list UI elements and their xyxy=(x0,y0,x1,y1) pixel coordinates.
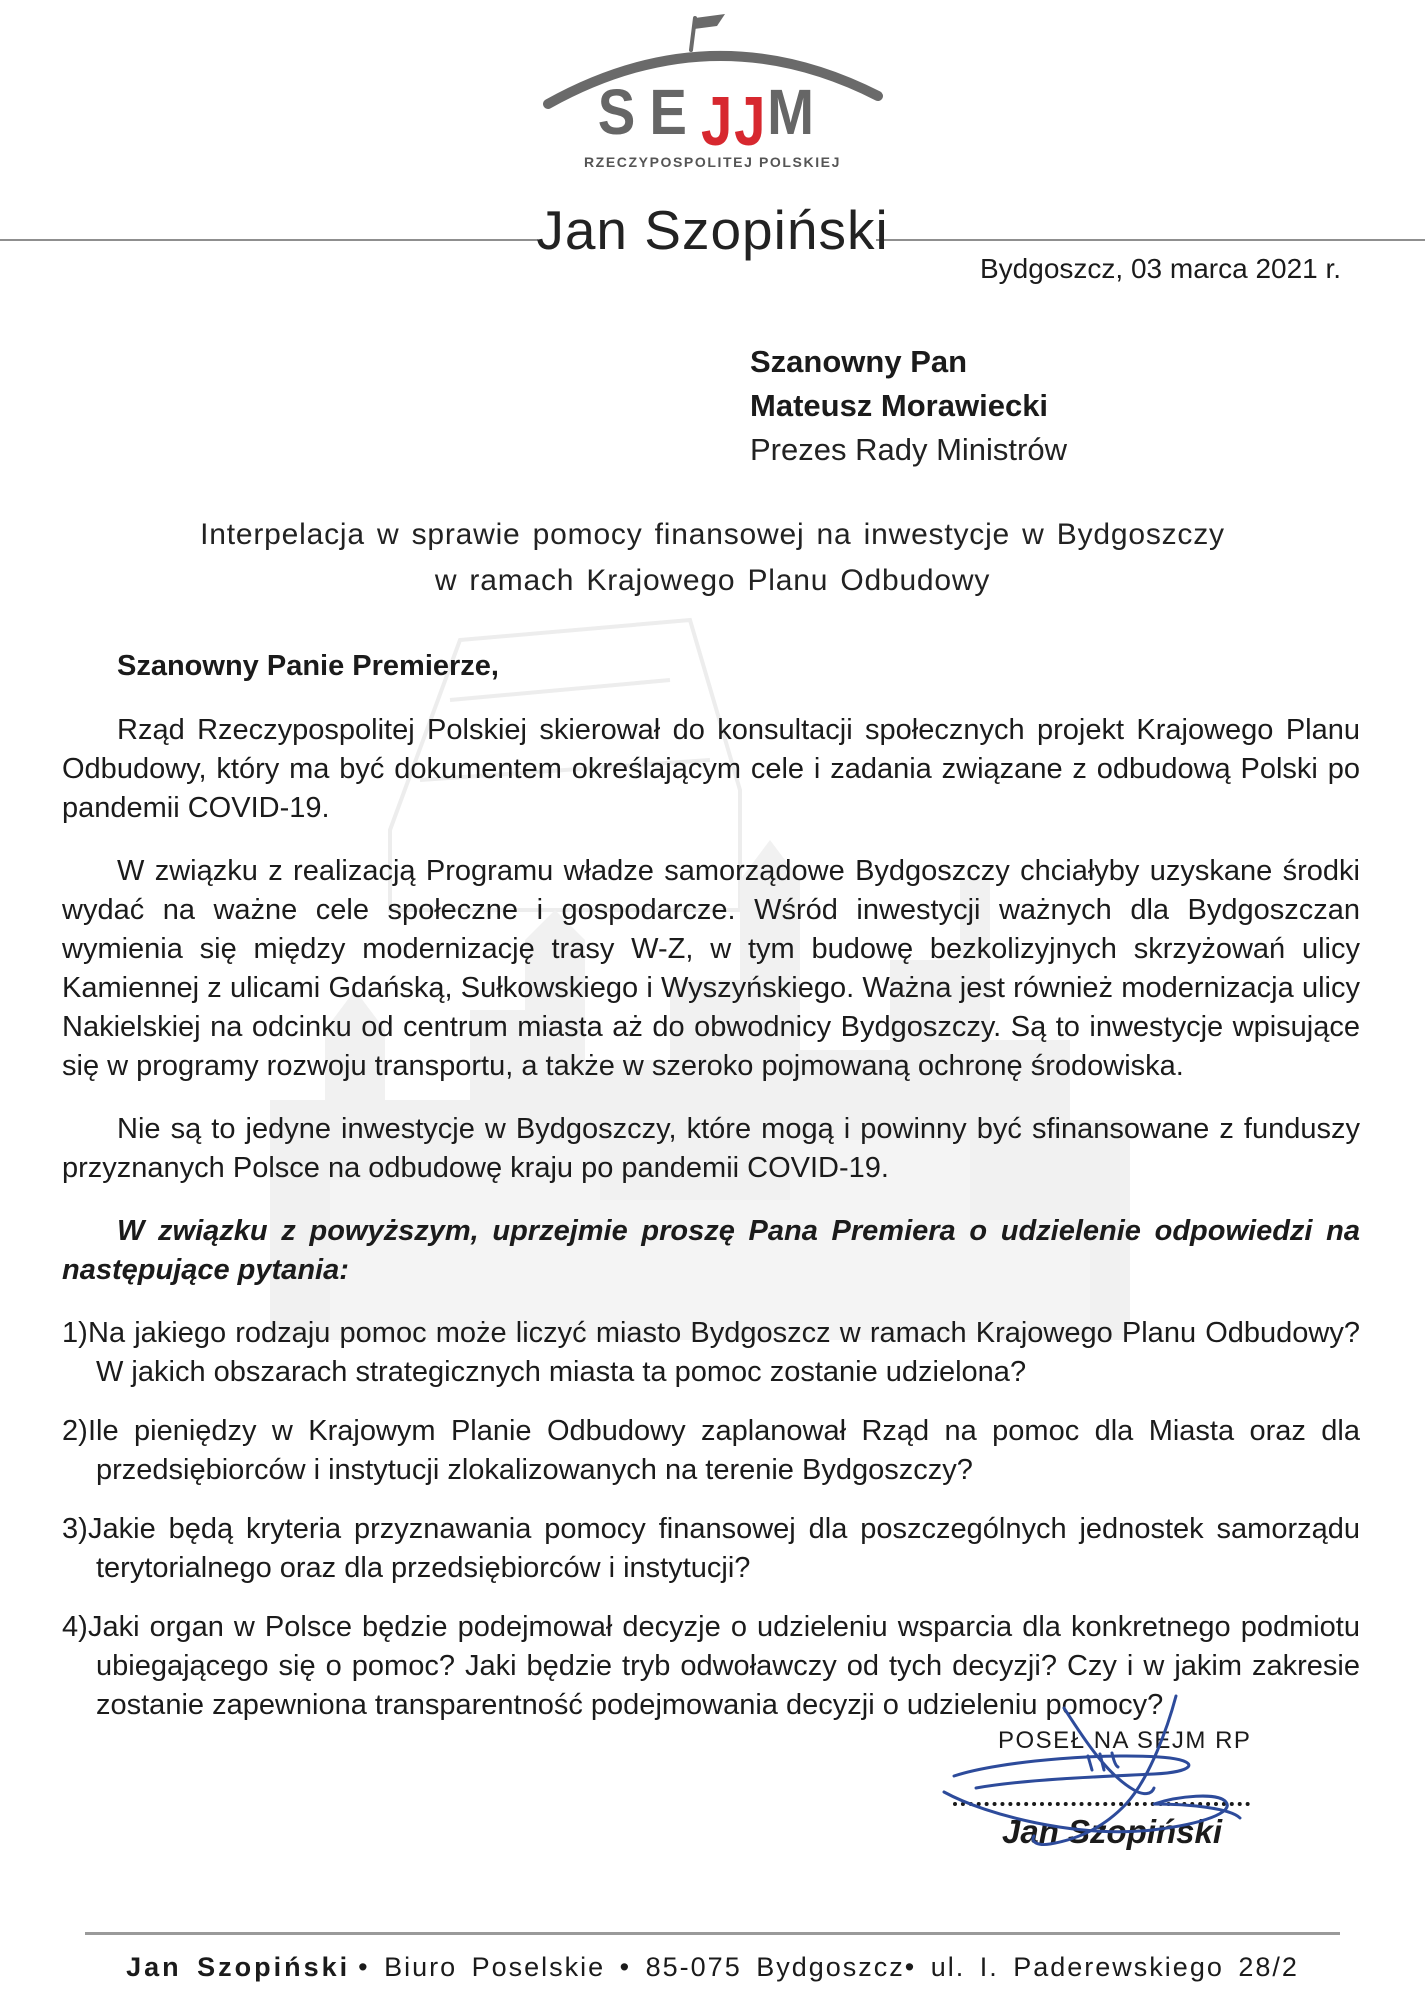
logo-subtitle: RZECZYPOSPOLITEJ POLSKIEJ xyxy=(583,154,842,170)
document-title-line2: w ramach Krajowego Planu Odbudowy xyxy=(434,564,991,597)
signer-name: Jan Szopiński xyxy=(1002,1813,1223,1850)
recipient-name: Mateusz Morawiecki xyxy=(750,388,1049,423)
question-number: 4) xyxy=(62,1611,88,1643)
sejm-logo xyxy=(0,12,1425,170)
document-title-line1: Interpelacja w sprawie pomocy finansowej na inwestycje w Bydgoszczy xyxy=(200,518,1225,551)
question-text: Jaki organ w Polsce będzie podejmował decyzje o udzieleniu wsparcia dla konkretnego podmiotu ubiegającego się o pomoc? Jaki będzie tryb odwoławczy od tych decyzji? Czy i w jakim zakresie zostanie zapewniona transparentność podejmowania decyzji o udzieleniu pomocy? xyxy=(88,1611,1360,1721)
recipient-block xyxy=(750,340,1067,472)
paragraph-1: Rząd Rzeczypospolitej Polskiej skierował do konsultacji społecznych projekt Krajowego Planu Odbudowy, który ma być dokumentem określającym cele i zadania związane z odbudową Polski po pandemii COVID-19. xyxy=(62,714,1360,824)
footer-address: • Biuro Poselskie • 85-075 Bydgoszcz• ul. I. Paderewskiego 28/2 xyxy=(358,1952,1299,1982)
question-number: 3) xyxy=(62,1513,88,1545)
footer-line xyxy=(0,1952,1425,1983)
date-line: Bydgoszcz, 03 marca 2021 r. xyxy=(980,253,1342,284)
request-paragraph: W związku z powyższym, uprzejmie proszę Pana Premiera o udzielenie odpowiedzi na następujące pytania: xyxy=(62,1215,1360,1286)
questions-list xyxy=(62,1314,1360,1725)
salutation: Szanowny Panie Premierze, xyxy=(117,650,499,682)
question-number: 1) xyxy=(62,1317,88,1349)
sejm-letters-jj: JJ xyxy=(700,82,767,160)
letterhead-name: Jan Szopiński xyxy=(536,199,889,261)
question-item xyxy=(62,1314,1360,1392)
question-item xyxy=(62,1412,1360,1490)
footer-rule xyxy=(85,1932,1340,1935)
question-text: Ile pieniędzy w Krajowym Planie Odbudowy zaplanował Rząd na pomoc dla Miasta oraz dla przedsiębiorców i instytucji zlokalizowanych na terenie Bydgoszczy? xyxy=(88,1415,1360,1486)
paragraph-2: W związku z realizacją Programu władze samorządowe Bydgoszczy chciałyby uzyskane środki wydać na ważne cele społeczne i gospodarcze. Wśród inwestycji ważnych dla Bydgoszczan wymienia się między modernizację trasy W-Z, w tym budowę bezkolizyjnych skrzyżowań ulicy Kamiennej z ulicami Gdańską, Sułkowskiego i Wyszyńskiego. Ważna jest również modernizacja ulicy Nakielskiej na odcinku od centrum miasta aż do obwodnicy Bydgoszczy. Są to inwestycje wpisujące się w programy rozwoju transportu, a także w szeroko pojmowaną ochronę środowiska. xyxy=(62,855,1360,1082)
flag-icon xyxy=(681,12,729,52)
document-title xyxy=(0,512,1425,604)
paragraph-3: Nie są to jedyne inwestycje w Bydgoszczy, które mogą i powinny być sfinansowane z funduszy przyznanych Polsce na odbudowę kraju po pandemii COVID-19. xyxy=(62,1113,1360,1184)
question-item xyxy=(62,1510,1360,1588)
signer-role: POSEŁ NA SEJM RP xyxy=(998,1727,1252,1754)
letter-body xyxy=(62,650,1360,1745)
sejm-letter-m: M xyxy=(766,76,828,148)
question-text: Jakie będą kryteria przyznawania pomocy finansowej dla poszczególnych jednostek samorządu terytorialnego oraz dla przedsiębiorców i instytucji? xyxy=(88,1513,1360,1584)
handwritten-signature xyxy=(938,1692,1283,1862)
sejm-letters-se: SE xyxy=(597,76,701,148)
question-number: 2) xyxy=(62,1415,88,1447)
recipient-honorific: Szanowny Pan xyxy=(750,344,968,379)
recipient-role: Prezes Rady Ministrów xyxy=(750,432,1067,467)
footer-name: Jan Szopiński xyxy=(126,1952,351,1982)
sejm-wordmark xyxy=(597,76,828,160)
question-text: Na jakiego rodzaju pomoc może liczyć miasto Bydgoszcz w ramach Krajowego Planu Odbudowy? W jakich obszarach strategicznych miasta ta pomoc zostanie udzielona? xyxy=(88,1317,1360,1388)
